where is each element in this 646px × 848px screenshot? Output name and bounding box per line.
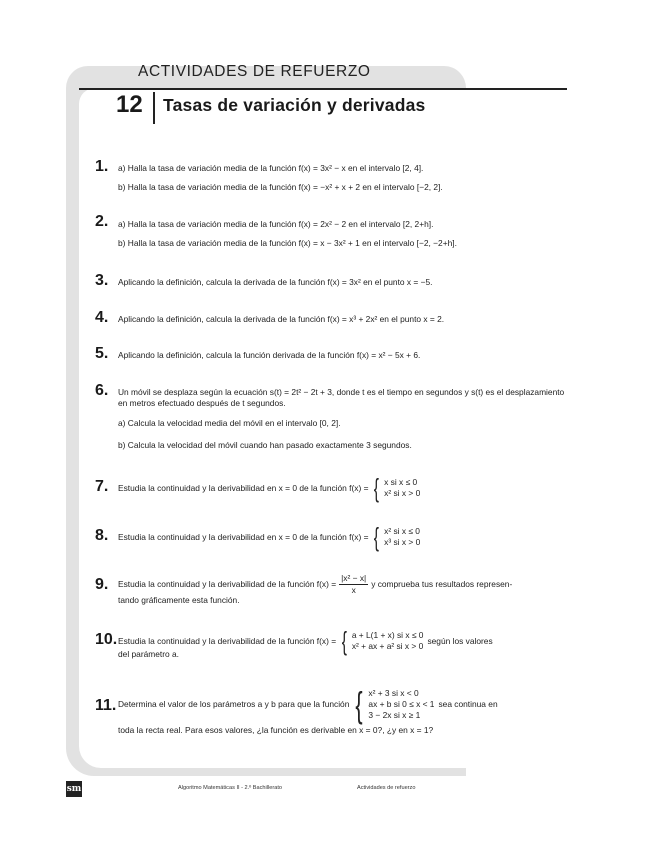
unit-divider <box>153 92 155 124</box>
exercise-1b: b) Halla la tasa de variación media de la función f(x) = −x² + x + 2 en el intervalo [−2, 2]. <box>118 182 443 192</box>
exercise-number-5: 5. <box>95 345 109 362</box>
exercise-6a: a) Calcula la velocidad media del móvil en el intervalo [0, 2]. <box>118 418 341 428</box>
exercise-4: Aplicando la definición, calcula la derivada de la función f(x) = x³ + 2x² en el punto x = 2. <box>118 314 445 324</box>
tab-title: ACTIVIDADES DE REFUERZO <box>138 63 371 80</box>
unit-title: Tasas de variación y derivadas <box>163 95 426 115</box>
exercise-11-text: Determina el valor de los parámetros a y b para que la función <box>118 699 350 709</box>
piecewise-11: { x² + 3 si x < 0 ax + b si 0 ≤ x < 1 3 − 2x si x ≥ 1 <box>355 683 435 725</box>
exercise-7 <box>118 475 420 501</box>
exercise-5: Aplicando la definición, calcula la función derivada de la función f(x) = x² − 5x + 6. <box>118 350 421 360</box>
exercise-number-9: 9. <box>95 576 109 593</box>
exercise-9-text: Estudia la continuidad y la derivabilidad de la función f(x) = <box>118 579 337 589</box>
piecewise-8: { x² si x ≤ 0 x³ si x > 0 <box>374 522 421 552</box>
exercise-11-after: sea continua en <box>438 699 498 709</box>
exercise-10-line2: del parámetro a. <box>118 649 179 659</box>
exercise-10-after: según los valores <box>427 635 493 646</box>
exercise-9-line2: tando gráficamente esta función. <box>118 595 240 605</box>
exercise-7-text: Estudia la continuidad y la derivabilidad en x = 0 de la función f(x) = <box>118 482 369 493</box>
piece-8-2: x³ si x > 0 <box>384 537 421 547</box>
piece-11-2: ax + b si 0 ≤ x < 1 <box>368 699 435 709</box>
exercise-number-10: 10. <box>95 631 118 648</box>
piecewise-7: { x si x ≤ 0 x² si x > 0 <box>374 473 421 503</box>
exercise-1a: a) Halla la tasa de variación media de la función f(x) = 3x² − x en el intervalo [2, 4]. <box>118 163 424 173</box>
exercise-11 <box>118 683 498 725</box>
publisher-logo: sm <box>66 781 82 797</box>
piecewise-10: { a + L(1 + x) si x ≤ 0 x² + ax + a² si x > 0 <box>341 626 424 656</box>
piece-7-1: x si x ≤ 0 <box>384 477 418 487</box>
exercise-number-4: 4. <box>95 309 109 326</box>
exercise-6b: b) Calcula la velocidad del móvil cuando han pasado exactamente 3 segundos. <box>118 440 412 450</box>
exercise-9 <box>118 573 512 596</box>
piece-7-2: x² si x > 0 <box>384 488 421 498</box>
exercise-number-2: 2. <box>95 213 109 230</box>
unit-number: 12 <box>116 91 143 118</box>
exercise-11-line2: toda la recta real. Para esos valores, ¿la función es derivable en x = 0?, ¿y en x = 1? <box>118 725 434 735</box>
exercise-8 <box>118 524 420 550</box>
exercise-8-text: Estudia la continuidad y la derivabilidad en x = 0 de la función f(x) = <box>118 531 369 542</box>
footer-book: Algoritmo Matemáticas II - 2.º Bachillerato <box>178 785 283 791</box>
fraction-9-numerator: |x² − x| <box>341 573 367 583</box>
exercise-3: Aplicando la definición, calcula la derivada de la función f(x) = 3x² en el punto x = −5. <box>118 277 433 287</box>
exercise-10-text: Estudia la continuidad y la derivabilidad de la función f(x) = <box>118 635 337 646</box>
exercise-number-1: 1. <box>95 158 109 175</box>
piece-10-1: a + L(1 + x) si x ≤ 0 <box>351 630 424 640</box>
fraction-9-denominator: x <box>351 585 356 595</box>
footer-section: Actividades de refuerzo <box>357 785 416 791</box>
piece-8-1: x² si x ≤ 0 <box>384 526 420 536</box>
fraction-9 <box>339 573 368 596</box>
exercise-2a: a) Halla la tasa de variación media de la función f(x) = 2x² − 2 en el intervalo [2, 2+h]. <box>118 219 434 229</box>
exercise-2b: b) Halla la tasa de variación media de la función f(x) = x − 3x² + 1 en el intervalo [−2, −2+h]. <box>118 238 457 248</box>
exercise-number-11: 11. <box>95 697 117 714</box>
piece-11-3: 3 − 2x si x ≥ 1 <box>368 710 421 720</box>
header-rule <box>79 88 567 90</box>
exercise-number-3: 3. <box>95 272 109 289</box>
exercise-9-after: y comprueba tus resultados represen- <box>371 579 513 589</box>
exercise-6-statement: Un móvil se desplaza según la ecuación s(t) = 2t² − 2t + 3, donde t es el tiempo en segundos y s(t) es el desplazamiento en metros efectuado después de t segundos. <box>118 387 565 408</box>
piece-10-2: x² + ax + a² si x > 0 <box>351 641 424 651</box>
exercise-number-7: 7. <box>95 478 109 495</box>
exercise-number-8: 8. <box>95 527 109 544</box>
piece-11-1: x² + 3 si x < 0 <box>368 688 419 698</box>
exercise-number-6: 6. <box>95 382 109 399</box>
